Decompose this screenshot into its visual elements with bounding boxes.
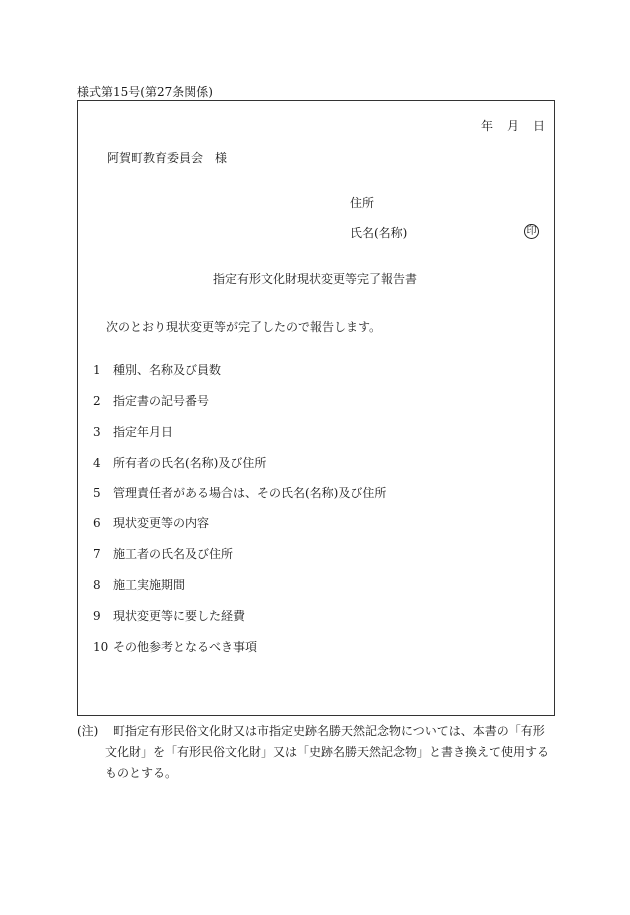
item-label: 指定年月日	[113, 425, 174, 439]
intro-text: 次のとおり現状変更等が完了したので報告します。	[106, 320, 382, 334]
item-label: 施工者の氏名及び住所	[113, 547, 234, 561]
list-item	[93, 610, 245, 622]
date-month-label: 月	[507, 119, 520, 133]
item-number: 9	[93, 609, 101, 623]
item-number: 7	[93, 547, 101, 561]
document-title: 指定有形文化財現状変更等完了報告書	[212, 272, 417, 286]
list-item	[93, 364, 221, 376]
item-number: 6	[93, 516, 101, 530]
recipient: 阿賀町教育委員会 様	[107, 151, 228, 165]
item-number: 3	[93, 425, 101, 439]
seal-icon: 印	[524, 224, 539, 239]
item-number: 5	[93, 486, 101, 500]
item-label: 種別、名称及び員数	[113, 363, 222, 377]
item-label: 現状変更等に要した経費	[113, 609, 246, 623]
list-item	[93, 641, 257, 653]
list-item	[93, 548, 233, 560]
footnote-text: 町指定有形民俗文化財又は市指定史跡名勝天然記念物については、本書の「有形文化財」を「有形民俗文化財」又は「史跡名勝天然記念物」と書き換えて使用するものとする。	[105, 724, 550, 780]
name-label: 氏名(名称)	[350, 226, 408, 240]
date-year-label: 年	[481, 119, 494, 133]
item-label: 施工実施期間	[113, 578, 186, 592]
item-label: 管理責任者がある場合は、その氏名(名称)及び住所	[113, 486, 387, 500]
item-label: 現状変更等の内容	[113, 516, 210, 530]
list-item	[93, 395, 209, 407]
list-item	[93, 457, 266, 469]
item-number: 8	[93, 578, 101, 592]
item-number: 2	[93, 394, 101, 408]
form-frame	[77, 100, 555, 716]
footnote	[77, 721, 552, 784]
list-item	[93, 487, 386, 499]
address-label: 住所	[350, 196, 375, 210]
list-item	[93, 517, 209, 529]
list-item	[93, 426, 173, 438]
item-number: 1	[93, 363, 101, 377]
item-label: 指定書の記号番号	[113, 394, 210, 408]
date-line	[481, 120, 545, 132]
item-number: 10	[93, 640, 109, 654]
date-day-label: 日	[533, 119, 546, 133]
form-number-label: 様式第15号(第27条関係)	[77, 85, 213, 99]
item-label: 所有者の氏名(名称)及び住所	[113, 456, 267, 470]
footnote-marker: (注)	[77, 724, 99, 738]
list-item	[93, 579, 185, 591]
item-label: その他参考となるべき事項	[113, 640, 258, 654]
item-number: 4	[93, 456, 101, 470]
